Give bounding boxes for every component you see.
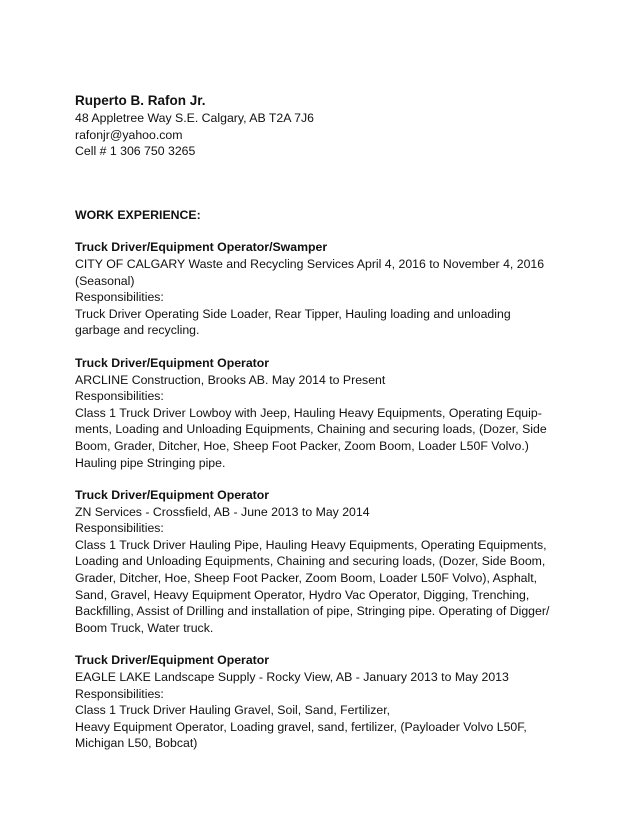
job-line: Class 1 Truck Driver Hauling Pipe, Hauling Heavy Equipments, Operating Equipments, (75, 537, 547, 552)
job-line: Loading and Unloading Equipments, Chaining and securing loads, (Dozer, Side Boom, (75, 554, 546, 569)
job-entry (75, 487, 575, 636)
job-line: Responsibilities: (75, 389, 164, 404)
job-line: garbage and recycling. (75, 323, 200, 338)
job-title: Truck Driver/Equipment Operator (75, 653, 270, 668)
job-title: Truck Driver/Equipment Operator (75, 355, 270, 370)
job-title: Truck Driver/Equipment Operator (75, 488, 270, 503)
phone: Cell # 1 306 750 3265 (75, 144, 196, 159)
job-line: EAGLE LAKE Landscape Supply - Rocky View, AB - January 2013 to May 2013 (75, 670, 509, 685)
job-line: Responsibilities: (75, 290, 164, 305)
job-line: (Seasonal) (75, 273, 135, 288)
job-line: Class 1 Truck Driver Lowboy with Jeep, Hauling Heavy Equipments, Operating Equip- (75, 405, 542, 420)
job-line: ZN Services - Crossfield, AB - June 2013 to May 2014 (75, 504, 370, 519)
job-line: ARCLINE Construction, Brooks AB. May 2014 to Present (75, 372, 386, 387)
address: 48 Appletree Way S.E. Calgary, AB T2A 7J6 (75, 111, 315, 125)
job-line: Backfilling, Assist of Drilling and installation of pipe, Stringing pipe. Operating of Digger/ (75, 604, 550, 619)
job-line: Class 1 Truck Driver Hauling Gravel, Soil, Sand, Fertilizer, (75, 703, 391, 718)
job-title: Truck Driver/Equipment Operator/Swamper (75, 240, 328, 255)
job-line: ments, Loading and Unloading Equipments, Chaining and securing loads, (Dozer, Side (75, 422, 547, 437)
job-entry (75, 652, 575, 752)
section-title-work-experience: WORK EXPERIENCE: (75, 207, 201, 222)
job-line: Responsibilities: (75, 686, 164, 701)
job-line: Boom Truck, Water truck. (75, 620, 214, 635)
job-line: Michigan L50, Bobcat) (75, 736, 198, 751)
job-line: Sand, Gravel, Heavy Equipment Operator, Hydro Vac Operator, Digging, Trenching, (75, 587, 530, 602)
resume-page (75, 93, 575, 752)
applicant-name: Ruperto B. Rafon Jr. (75, 93, 206, 108)
job-line: Truck Driver Operating Side Loader, Rear Tipper, Hauling loading and unloading (75, 306, 511, 321)
job-entry (75, 239, 575, 339)
job-line: Boom, Grader, Ditcher, Hoe, Sheep Foot Packer, Zoom Boom, Loader L50F Volvo.) (75, 438, 529, 453)
job-line: Responsibilities: (75, 521, 164, 536)
job-line: Hauling pipe Stringing pipe. (75, 455, 226, 470)
job-line: Grader, Ditcher, Hoe, Sheep Foot Packer, Zoom Boom, Loader L50F Volvo), Asphalt, (75, 571, 538, 586)
job-line: CITY OF CALGARY Waste and Recycling Services April 4, 2016 to November 4, 2016 (75, 256, 545, 271)
email: rafonjr@yahoo.com (75, 127, 183, 142)
job-entry (75, 355, 575, 471)
job-line: Heavy Equipment Operator, Loading gravel, sand, fertilizer, (Payloader Volvo L50F, (75, 719, 527, 734)
